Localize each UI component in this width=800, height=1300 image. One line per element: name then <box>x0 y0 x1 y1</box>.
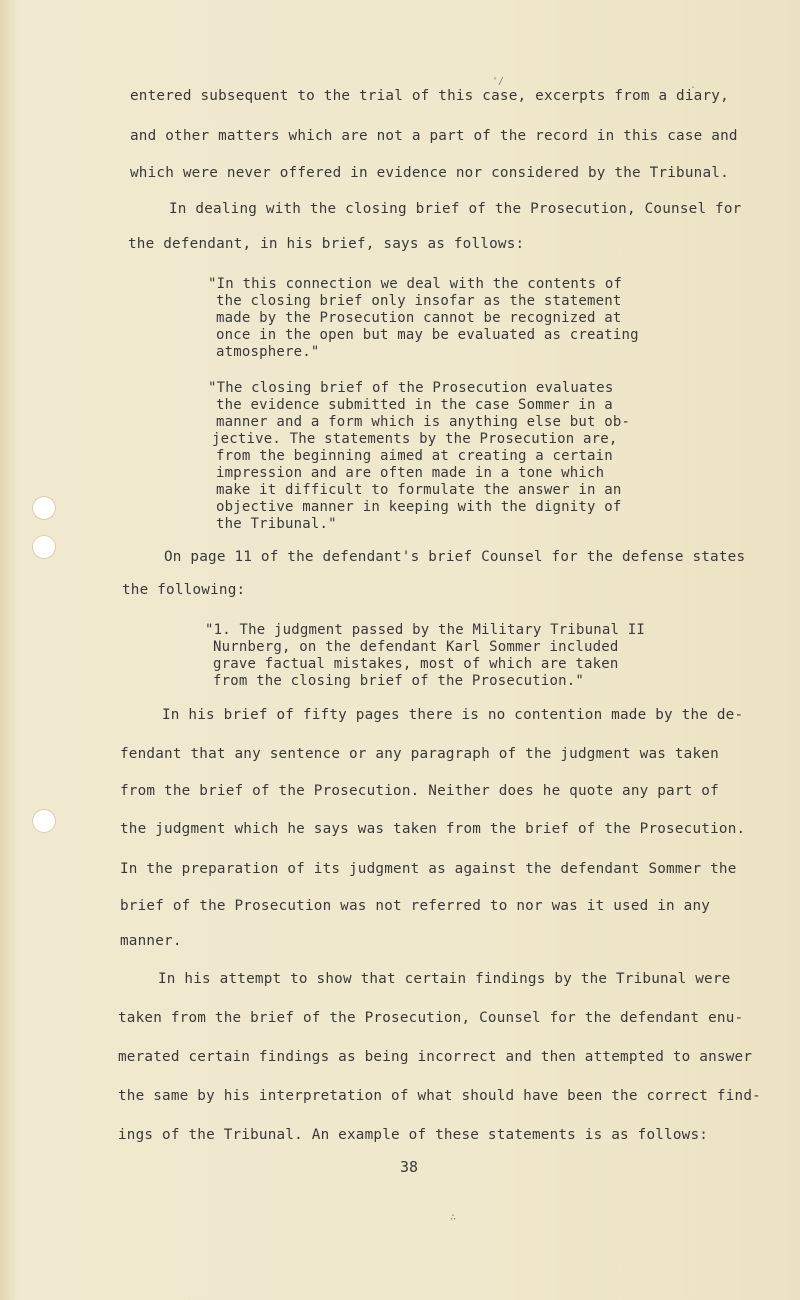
quote-line: objective manner in keeping with the dignity of <box>216 499 622 515</box>
page-number: 38 <box>400 1158 419 1176</box>
body-text-line: In his brief of fifty pages there is no contention made by the de- <box>162 707 744 723</box>
quote-line: manner and a form which is anything else but ob- <box>216 414 631 430</box>
body-text-line: from the brief of the Prosecution. Neither does he quote any part of <box>120 783 719 799</box>
scribble-mark: '/ <box>492 76 505 87</box>
punch-hole <box>33 810 55 832</box>
body-text-line: In the preparation of its judgment as against the defendant Sommer the <box>120 861 737 877</box>
body-text-line: the following: <box>122 582 246 598</box>
quote-line: made by the Prosecution cannot be recognized at <box>216 310 622 326</box>
quote-line: "In this connection we deal with the contents of <box>208 276 623 292</box>
quote-line: from the closing brief of the Prosecution." <box>213 673 585 689</box>
quote-line: atmosphere." <box>216 344 320 360</box>
punch-hole <box>33 536 55 558</box>
punch-hole <box>33 497 55 519</box>
body-text-line: manner. <box>120 933 182 949</box>
body-text-line: On page 11 of the defendant's brief Counsel for the defense states <box>164 549 746 565</box>
quote-line: from the beginning aimed at creating a certain <box>216 448 613 464</box>
scribble-mark: ∴ <box>450 1212 457 1223</box>
body-text-line: the same by his interpretation of what should have been the correct find- <box>118 1088 761 1104</box>
quote-line: once in the open but may be evaluated as creating <box>216 327 639 343</box>
quote-line: "1. The judgment passed by the Military Tribunal II <box>205 622 646 638</box>
body-text-line: In his attempt to show that certain findings by the Tribunal were <box>158 971 731 987</box>
quote-line: the closing brief only insofar as the statement <box>216 293 622 309</box>
quote-line: make it difficult to formulate the answer in an <box>216 482 622 498</box>
body-text-line: which were never offered in evidence nor considered by the Tribunal. <box>130 165 729 181</box>
scribble-mark: . <box>690 80 697 91</box>
quote-line: impression and are often made in a tone which <box>216 465 605 481</box>
body-text-line: taken from the brief of the Prosecution, Counsel for the defendant enu- <box>118 1010 744 1026</box>
body-text-line: and other matters which are not a part of the record in this case and <box>130 128 738 144</box>
body-text-line: the defendant, in his brief, says as follows: <box>128 236 525 252</box>
quote-line: the Tribunal." <box>216 516 337 532</box>
body-text-line: entered subsequent to the trial of this case, excerpts from a diary, <box>130 88 729 104</box>
quote-line: "The closing brief of the Prosecution evaluates <box>208 380 614 396</box>
body-text-line: merated certain findings as being incorrect and then attempted to answer <box>118 1049 753 1065</box>
body-text-line: fendant that any sentence or any paragraph of the judgment was taken <box>120 746 719 762</box>
body-text-line: brief of the Prosecution was not referred to nor was it used in any <box>120 898 711 914</box>
body-text-line: the judgment which he says was taken from the brief of the Prosecution. <box>120 821 746 837</box>
body-text-line: In dealing with the closing brief of the Prosecution, Counsel for <box>169 201 742 217</box>
quote-line: jective. The statements by the Prosecution are, <box>212 431 618 447</box>
body-text-line: ings of the Tribunal. An example of these statements is as follows: <box>118 1127 709 1143</box>
quote-line: Nurnberg, on the defendant Karl Sommer included <box>213 639 619 655</box>
quote-line: grave factual mistakes, most of which are taken <box>213 656 619 672</box>
quote-line: the evidence submitted in the case Sommer in a <box>216 397 613 413</box>
